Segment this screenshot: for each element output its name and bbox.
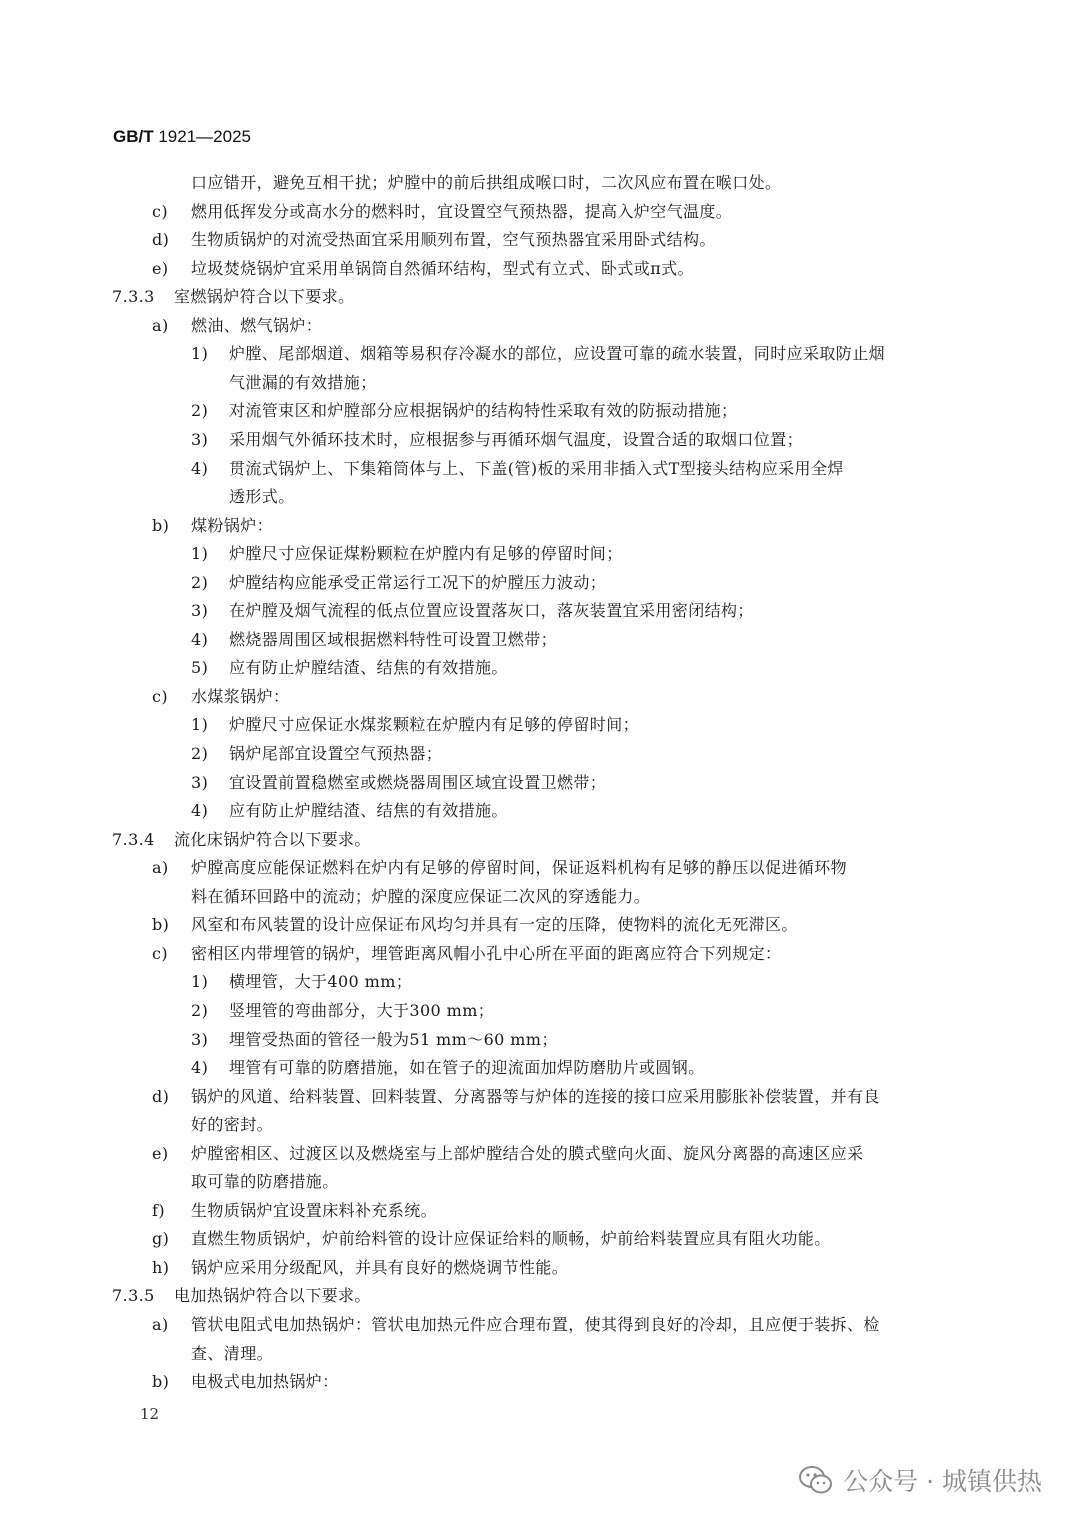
document-header xyxy=(113,127,251,147)
list-marker: 4) xyxy=(191,629,209,649)
line-text: 风室和布风装置的设计应保证布风均匀并具有一定的压降，使物料的流化无死滞区。 xyxy=(191,915,798,935)
line-text: 电极式电加热锅炉： xyxy=(191,1372,339,1392)
line-text: 应有防止炉膛结渣、结焦的有效措施。 xyxy=(229,658,508,678)
list-marker: c) xyxy=(152,201,169,221)
list-marker: 5) xyxy=(191,658,209,678)
list-marker: 3) xyxy=(191,601,209,621)
line-text: 好的密封。 xyxy=(191,1115,274,1135)
list-marker: b) xyxy=(152,1372,170,1392)
watermark-text: 公众号 · 城镇供热 xyxy=(843,1467,1042,1496)
line-text: 水煤浆锅炉： xyxy=(191,686,290,706)
list-marker: b) xyxy=(152,515,170,535)
line-text: 电加热锅炉符合以下要求。 xyxy=(174,1286,371,1306)
line-text: 气泄漏的有效措施； xyxy=(229,372,377,392)
line-text: 直燃生物质锅炉，炉前给料管的设计应保证给料的顺畅，炉前给料装置应具有阻火功能。 xyxy=(191,1229,831,1249)
line-text: 横埋管，大于400 mm； xyxy=(229,972,413,992)
list-marker: 1) xyxy=(191,715,209,735)
line-text: 应有防止炉膛结渣、结焦的有效措施。 xyxy=(229,801,508,821)
list-marker: 1) xyxy=(191,344,209,364)
line-text: 查、清理。 xyxy=(191,1343,274,1363)
watermark xyxy=(799,1460,1042,1500)
line-text: 口应错开，避免互相干扰；炉膛中的前后拱组成喉口时，二次风应布置在喉口处。 xyxy=(191,173,782,192)
list-marker: g) xyxy=(152,1229,170,1249)
list-marker: e) xyxy=(152,1143,169,1163)
line-text: 锅炉尾部宜设置空气预热器； xyxy=(229,744,443,763)
list-marker: 1) xyxy=(191,544,209,564)
line-text: 贯流式锅炉上、下集箱筒体与上、下盖(管)板的采用非插入式T型接头结构应采用全焊 xyxy=(229,458,844,478)
line-text: 垃圾焚烧锅炉宜采用单锅筒自然循环结构，型式有立式、卧式或π式。 xyxy=(191,258,694,278)
list-marker: 2) xyxy=(191,572,209,592)
list-marker: 3) xyxy=(191,1029,209,1049)
list-marker: d) xyxy=(152,230,170,250)
line-text: 炉膛、尾部烟道、烟箱等易积存冷凝水的部位，应设置可靠的疏水装置，同时应采取防止烟 xyxy=(229,344,886,364)
line-text: 竖埋管的弯曲部分，大于300 mm； xyxy=(229,1000,495,1020)
list-marker: a) xyxy=(152,315,169,335)
line-text: 室燃锅炉符合以下要求。 xyxy=(174,287,355,307)
list-marker: c) xyxy=(152,943,169,963)
list-marker: f) xyxy=(152,1200,165,1220)
page-number: 12 xyxy=(140,1405,160,1423)
list-marker: d) xyxy=(152,1086,170,1106)
line-text: 管状电阻式电加热锅炉：管状电加热元件应合理布置，使其得到良好的冷却，且应便于装拆、检 xyxy=(191,1315,880,1334)
list-marker: 2) xyxy=(191,744,209,763)
list-marker: 1) xyxy=(191,972,209,992)
line-text: 埋管受热面的管径一般为51 mm～60 mm； xyxy=(229,1029,558,1049)
line-text: 锅炉应采用分级配风，并具有良好的燃烧调节性能。 xyxy=(191,1257,569,1277)
line-text: 燃烧器周围区域根据燃料特性可设置卫燃带； xyxy=(229,629,558,649)
list-marker: a) xyxy=(152,858,169,878)
line-text: 煤粉锅炉： xyxy=(191,515,274,535)
list-marker: 2) xyxy=(191,1000,209,1020)
list-marker: c) xyxy=(152,686,169,706)
list-marker: a) xyxy=(152,1315,169,1334)
line-text: 燃油、燃气锅炉： xyxy=(191,315,323,335)
list-marker: 7.3.5 xyxy=(112,1286,155,1306)
line-text: 炉膛结构应能承受正常运行工况下的炉膛压力波动； xyxy=(229,572,607,592)
line-text: 透形式。 xyxy=(229,487,295,507)
line-text: 采用烟气外循环技术时，应根据参与再循环烟气温度，设置合适的取烟口位置； xyxy=(229,429,804,449)
line-text: 燃用低挥发分或高水分的燃料时，宜设置空气预热器，提高入炉空气温度。 xyxy=(191,201,733,221)
list-marker: 7.3.4 xyxy=(112,829,155,849)
line-text: 炉膛高度应能保证燃料在炉内有足够的停留时间，保证返料机构有足够的静压以促进循环物 xyxy=(191,858,848,878)
list-marker: 2) xyxy=(191,401,209,421)
line-text: 埋管有可靠的防磨措施，如在管子的迎流面加焊防磨肋片或圆钢。 xyxy=(229,1058,705,1078)
line-text: 流化床锅炉符合以下要求。 xyxy=(174,829,371,849)
line-text: 炉膛密相区、过渡区以及燃烧室与上部炉膛结合处的膜式壁向火面、旋风分离器的高速区应采 xyxy=(191,1143,864,1163)
wechat-icon xyxy=(799,1465,833,1495)
line-text: 密相区内带埋管的锅炉，埋管距离风帽小孔中心所在平面的距离应符合下列规定： xyxy=(191,943,782,963)
list-marker: 3) xyxy=(191,772,209,792)
standard-prefix: GB/T xyxy=(113,127,154,146)
list-marker: 4) xyxy=(191,458,209,478)
line-text: 在炉膛及烟气流程的低点位置应设置落灰口，落灰装置宜采用密闭结构； xyxy=(229,601,754,621)
line-text: 对流管束区和炉膛部分应根据锅炉的结构特性采取有效的防振动措施； xyxy=(229,401,738,421)
list-marker: 7.3.3 xyxy=(112,287,155,307)
line-text: 宜设置前置稳燃室或燃烧器周围区域宜设置卫燃带； xyxy=(229,772,607,792)
list-marker: 4) xyxy=(191,801,209,821)
list-marker: 4) xyxy=(191,1058,209,1078)
list-marker: h) xyxy=(152,1257,170,1277)
line-text: 生物质锅炉宜设置床料补充系统。 xyxy=(191,1200,438,1220)
line-text: 锅炉的风道、给料装置、回料装置、分离器等与炉体的连接的接口应采用膨胀补偿装置，并有良 xyxy=(191,1086,880,1106)
list-marker: b) xyxy=(152,915,170,935)
list-marker: 3) xyxy=(191,429,209,449)
list-marker: e) xyxy=(152,258,169,278)
standard-number: 1921—2025 xyxy=(158,127,251,146)
line-text: 料在循环回路中的流动；炉膛的深度应保证二次风的穿透能力。 xyxy=(191,886,651,906)
line-text: 取可靠的防磨措施。 xyxy=(191,1172,339,1192)
line-text: 炉膛尺寸应保证水煤浆颗粒在炉膛内有足够的停留时间； xyxy=(229,715,640,735)
line-text: 炉膛尺寸应保证煤粉颗粒在炉膛内有足够的停留时间； xyxy=(229,544,623,564)
line-text: 生物质锅炉的对流受热面宜采用顺列布置，空气预热器宜采用卧式结构。 xyxy=(191,230,716,250)
